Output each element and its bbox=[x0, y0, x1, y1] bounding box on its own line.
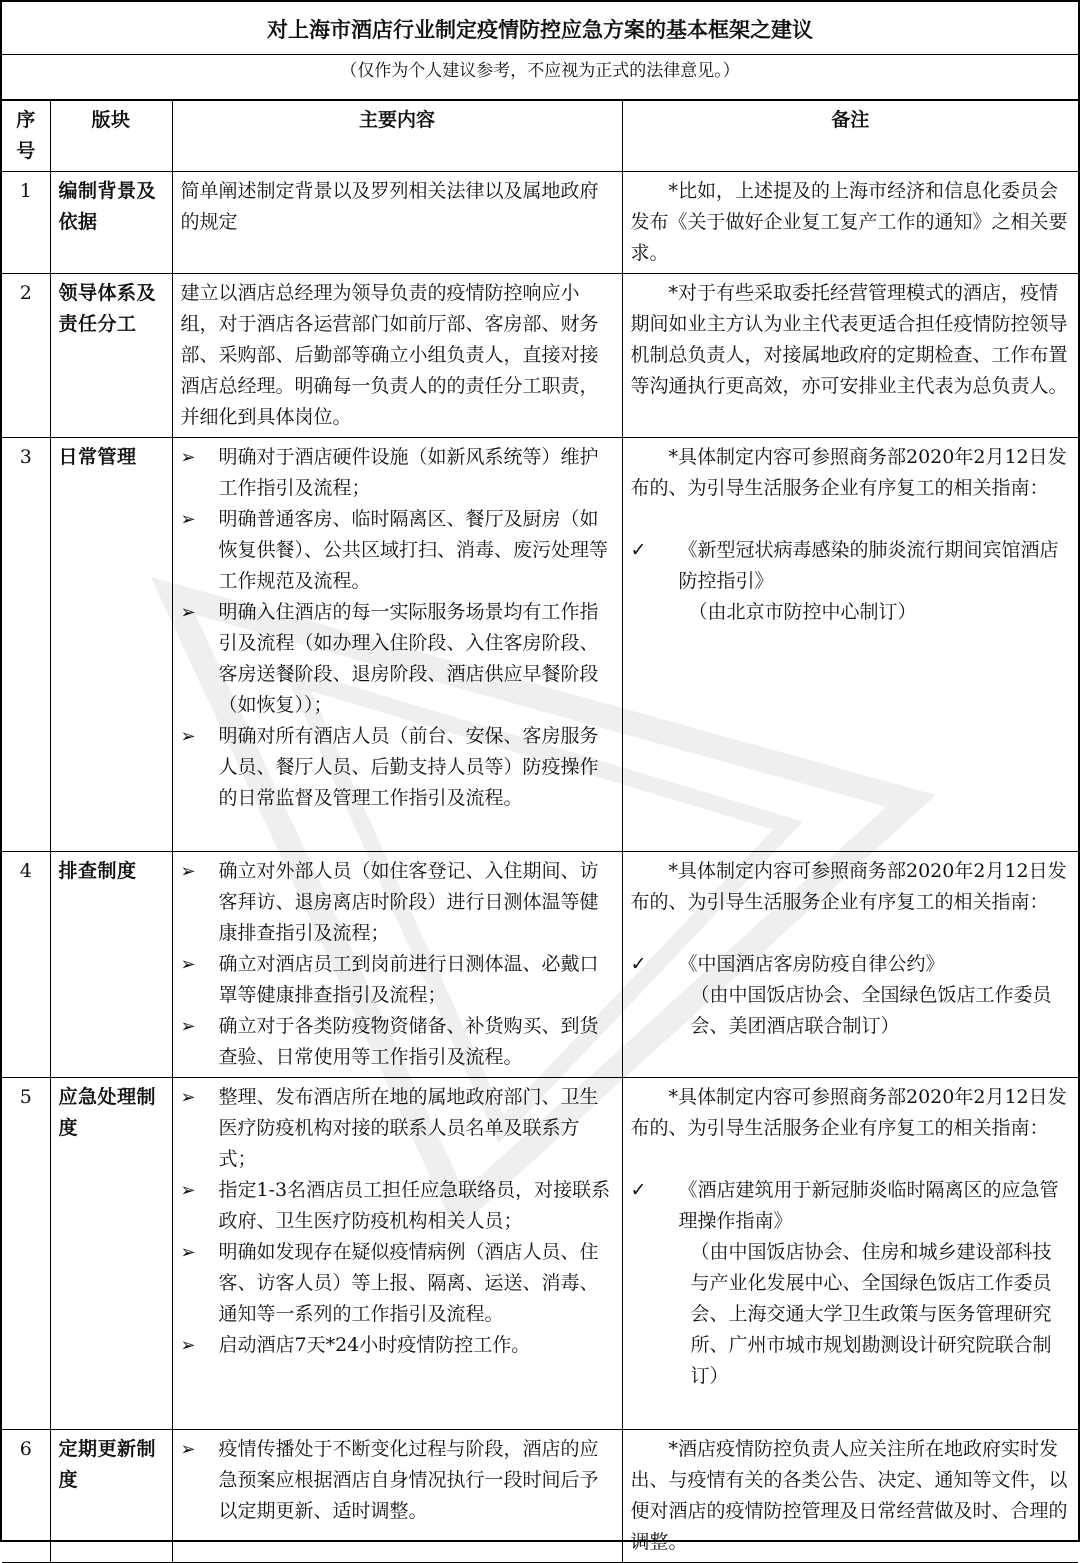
document-subtitle: （仅作为个人建议参考，不应视为正式的法律意见。） bbox=[340, 61, 740, 81]
table-row bbox=[2, 274, 1078, 438]
arrowhead-bullet-icon: ➢ bbox=[180, 447, 196, 468]
note-text: *具体制定内容可参照商务部2020年2月12日发布的、为引导生活服务企业有序复工的相关指南： bbox=[630, 446, 1067, 499]
table-row bbox=[2, 172, 1078, 274]
row-note bbox=[622, 274, 1078, 438]
arrowhead-bullet-icon: ➢ bbox=[180, 1087, 196, 1108]
title-block bbox=[2, 2, 1078, 100]
table-row bbox=[2, 1430, 1078, 1563]
row-section: 定期更新制度 bbox=[50, 1430, 172, 1563]
row-note bbox=[622, 1078, 1078, 1430]
arrowhead-bullet-icon: ➢ bbox=[180, 509, 196, 530]
row-main bbox=[172, 1078, 622, 1430]
list-item: ➢ 确立对酒店员工到岗前进行日测体温、必戴口罩等健康排查指引及流程； bbox=[181, 949, 614, 1011]
guide-title: 《酒店建筑用于新冠肺炎临时隔离区的应急管理操作指南》 bbox=[678, 1179, 1059, 1232]
checkmark-icon: ✓ bbox=[630, 1179, 647, 1201]
row-main bbox=[172, 1430, 622, 1563]
list-item: ➢ 明确普通客房、临时隔离区、餐厅及厨房（如恢复供餐）、公共区域打扫、消毒、废污处理等工作规范及流程。 bbox=[181, 504, 614, 597]
row-note bbox=[622, 438, 1078, 852]
list-item: ➢ 确立对外部人员（如住客登记、入住期间、访客拜访、退房离店时阶段）进行日测体温等健康排查指引及流程； bbox=[181, 856, 614, 949]
guide-source: （由北京市防控中心制订） bbox=[688, 601, 917, 623]
table-row bbox=[2, 438, 1078, 852]
arrowhead-bullet-icon: ➢ bbox=[180, 1242, 196, 1263]
header-main: 主要内容 bbox=[172, 101, 622, 172]
guide-item bbox=[631, 949, 1071, 980]
row-note bbox=[622, 172, 1078, 274]
header-no: 序号 bbox=[2, 101, 50, 172]
list-item: ➢ 明确对于酒店硬件设施（如新风系统等）维护工作指引及流程； bbox=[181, 442, 614, 504]
table-row bbox=[2, 852, 1078, 1078]
row-no: 3 bbox=[2, 438, 50, 852]
row-no: 2 bbox=[2, 274, 50, 438]
document-title: 对上海市酒店行业制定疫情防控应急方案的基本框架之建议 bbox=[267, 17, 813, 42]
row-section: 日常管理 bbox=[50, 438, 172, 852]
row-section: 领导体系及责任分工 bbox=[50, 274, 172, 438]
row-note bbox=[622, 852, 1078, 1078]
arrowhead-bullet-icon: ➢ bbox=[180, 1016, 196, 1037]
arrowhead-bullet-icon: ➢ bbox=[180, 954, 196, 975]
arrowhead-bullet-icon: ➢ bbox=[180, 861, 196, 882]
arrowhead-bullet-icon: ➢ bbox=[180, 1439, 196, 1460]
row-no: 5 bbox=[2, 1078, 50, 1430]
list-item: ➢ 明确如发现存在疑似疫情病例（酒店人员、住客、访客人员）等上报、隔离、运送、消毒、通知等一系列的工作指引及流程。 bbox=[181, 1237, 614, 1330]
header-section: 版块 bbox=[50, 101, 172, 172]
guide-source: （由中国饭店协会、全国绿色饭店工作委员会、美团酒店联合制订） bbox=[690, 984, 1052, 1037]
list-item: ➢ 疫情传播处于不断变化过程与阶段，酒店的应急预案应根据酒店自身情况执行一段时间后予以定期更新、适时调整。 bbox=[181, 1434, 614, 1527]
row-main bbox=[172, 852, 622, 1078]
note-text: *比如，上述提及的上海市经济和信息化委员会发布《关于做好企业复工复产工作的通知》之相关要求。 bbox=[630, 180, 1068, 264]
guide-title: 《中国酒店客房防疫自律公约》 bbox=[678, 953, 945, 975]
list-item: ➢ 指定1-3名酒店员工担任应急联络员，对接联系政府、卫生医疗防疫机构相关人员； bbox=[181, 1175, 614, 1237]
guide-title: 《新型冠状病毒感染的肺炎流行期间宾馆酒店防控指引》 bbox=[678, 539, 1059, 592]
row-section: 应急处理制度 bbox=[50, 1078, 172, 1430]
guide-source: （由中国饭店协会、住房和城乡建设部科技与产业化发展中心、全国绿色饭店工作委员会、上海交通大学卫生政策与医务管理研究所、广州市城市规划勘测设计研究院联合制订） bbox=[690, 1241, 1052, 1387]
row-no: 4 bbox=[2, 852, 50, 1078]
note-text: *对于有些采取委托经营管理模式的酒店，疫情期间如业主方认为业主代表更适合担任疫情防控领导机制总负责人，对接属地政府的定期检查、工作布置等沟通执行更高效，亦可安排业主代表为总负责人。 bbox=[630, 282, 1068, 397]
guide-item bbox=[631, 1175, 1071, 1237]
list-item: ➢ 确立对于各类防疫物资储备、补货购买、到货查验、日常使用等工作指引及流程。 bbox=[181, 1011, 614, 1073]
row-main: 建立以酒店总经理为领导负责的疫情防控响应小组，对于酒店各运营部门如前厅部、客房部、财务部、采购部、后勤部等确立小组负责人，直接对接酒店总经理。明确每一负责人的的责任分工职责，并细化到具体岗位。 bbox=[172, 274, 622, 438]
table-row bbox=[2, 1078, 1078, 1430]
row-no: 1 bbox=[2, 172, 50, 274]
row-section: 排查制度 bbox=[50, 852, 172, 1078]
list-item: ➢ 整理、发布酒店所在地的属地政府部门、卫生医疗防疫机构对接的联系人员名单及联系方式； bbox=[181, 1082, 614, 1175]
row-note bbox=[622, 1430, 1078, 1563]
guide-item bbox=[631, 535, 1071, 597]
arrowhead-bullet-icon: ➢ bbox=[180, 726, 196, 747]
checkmark-icon: ✓ bbox=[630, 953, 647, 975]
row-main bbox=[172, 438, 622, 852]
list-item: ➢ 启动酒店7天*24小时疫情防控工作。 bbox=[181, 1330, 614, 1361]
framework-table bbox=[2, 100, 1078, 1563]
note-text: *具体制定内容可参照商务部2020年2月12日发布的、为引导生活服务企业有序复工的相关指南： bbox=[630, 1086, 1067, 1139]
row-no: 6 bbox=[2, 1430, 50, 1563]
row-section: 编制背景及依据 bbox=[50, 172, 172, 274]
header-note: 备注 bbox=[622, 101, 1078, 172]
arrowhead-bullet-icon: ➢ bbox=[180, 602, 196, 623]
list-item: ➢ 明确入住酒店的每一实际服务场景均有工作指引及流程（如办理入住阶段、入住客房阶段、客房送餐阶段、退房阶段、酒店供应早餐阶段（如恢复））； bbox=[181, 597, 614, 721]
note-text: *酒店疫情防控负责人应关注所在地政府实时发出、与疫情有关的各类公告、决定、通知等文件，以便对酒店的疫情防控管理及日常经营做及时、合理的调整。 bbox=[630, 1438, 1068, 1553]
checkmark-icon: ✓ bbox=[630, 539, 647, 561]
table-header-row bbox=[2, 101, 1078, 172]
list-item: ➢ 明确对所有酒店人员（前台、安保、客房服务人员、餐厅人员、后勤支持人员等）防疫操作的日常监督及管理工作指引及流程。 bbox=[181, 721, 614, 814]
row-main: 简单阐述制定背景以及罗列相关法律以及属地政府的规定 bbox=[172, 172, 622, 274]
arrowhead-bullet-icon: ➢ bbox=[180, 1180, 196, 1201]
arrowhead-bullet-icon: ➢ bbox=[180, 1335, 196, 1356]
note-text: *具体制定内容可参照商务部2020年2月12日发布的、为引导生活服务企业有序复工的相关指南： bbox=[630, 860, 1067, 913]
